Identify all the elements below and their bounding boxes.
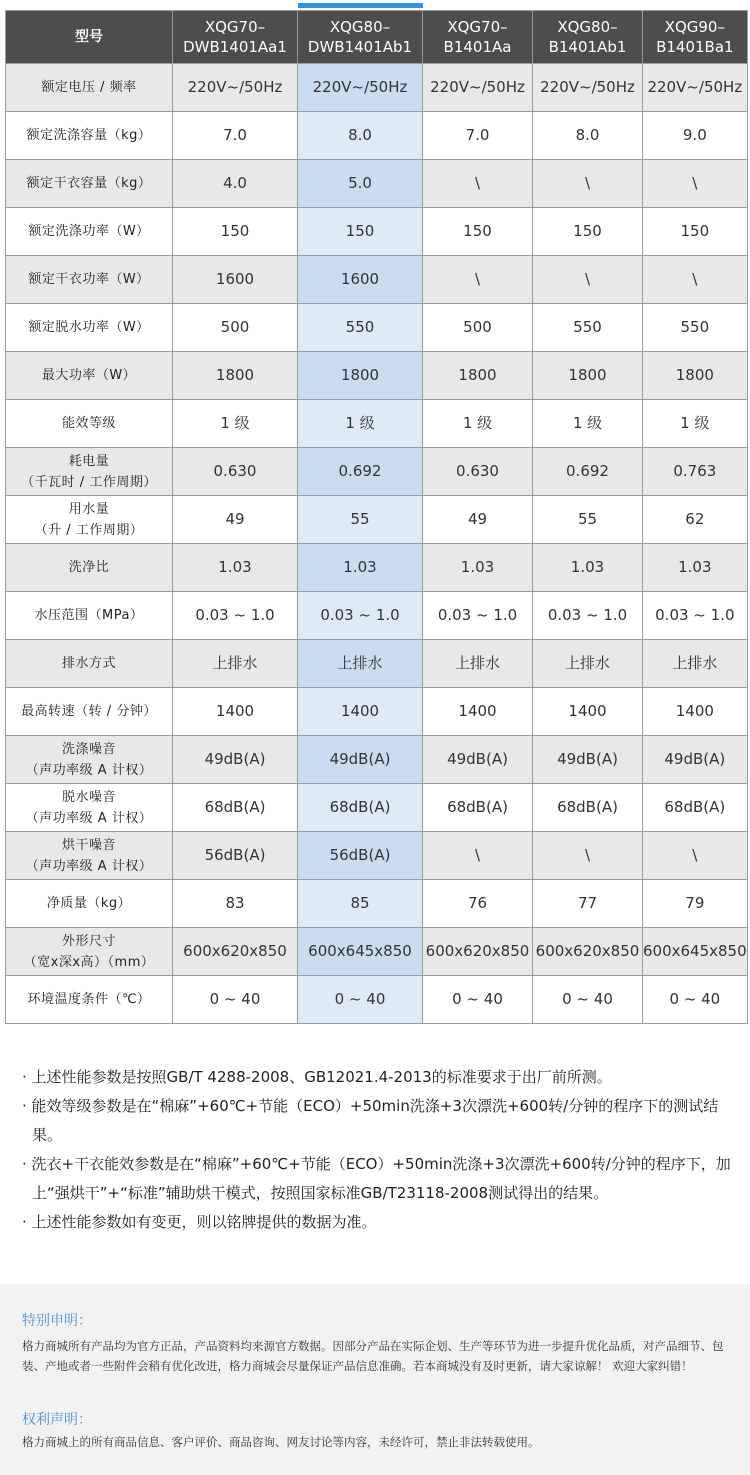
table-cell: 68dB(A) — [533, 784, 643, 832]
table-row — [6, 400, 748, 448]
table-cell: 600x645x850 — [643, 928, 748, 976]
highlight-column-marker — [298, 3, 423, 8]
table-cell: \ — [423, 160, 533, 208]
table-cell: 85 — [298, 880, 423, 928]
table-cell: 49dB(A) — [643, 736, 748, 784]
table-row — [6, 592, 748, 640]
table-row — [6, 304, 748, 352]
table-cell: 1600 — [173, 256, 298, 304]
table-cell: 1.03 — [298, 544, 423, 592]
table-cell: \ — [533, 256, 643, 304]
table-cell: 56dB(A) — [298, 832, 423, 880]
row-label: 净质量（kg） — [6, 880, 173, 928]
table-cell: 49dB(A) — [423, 736, 533, 784]
table-cell: \ — [423, 256, 533, 304]
table-cell: 220V~/50Hz — [173, 64, 298, 112]
table-cell: 1400 — [643, 688, 748, 736]
table-cell: 4.0 — [173, 160, 298, 208]
note-item: · 上述性能参数是按照GB/T 4288-2008、GB12021.4-2013的标准要求于出厂前所测。 — [22, 1068, 612, 1086]
table-header-row — [6, 11, 748, 64]
row-label: 排水方式 — [6, 640, 173, 688]
table-cell: 上排水 — [298, 640, 423, 688]
header-model: XQG80– DWB1401Ab1 — [298, 11, 423, 64]
row-label: 外形尺寸 （宽x深x高）（mm） — [6, 928, 173, 976]
table-cell: 上排水 — [643, 640, 748, 688]
table-cell: 1400 — [173, 688, 298, 736]
table-cell: 1 级 — [643, 400, 748, 448]
table-row — [6, 928, 748, 976]
table-cell: 上排水 — [533, 640, 643, 688]
table-cell: \ — [423, 832, 533, 880]
table-cell: 500 — [423, 304, 533, 352]
table-cell: \ — [643, 256, 748, 304]
table-cell: 1600 — [298, 256, 423, 304]
table-cell: 0 ~ 40 — [643, 976, 748, 1024]
row-label: 水压范围（MPa） — [6, 592, 173, 640]
table-cell: 1800 — [173, 352, 298, 400]
special-statement-text: 格力商城所有产品均为官方正品，产品资料均来源官方数据。因部分产品在实际企划、生产等环节为进一步提升优化品质，对产品细节、包装、产地或者一些附件会稍有优化改进，格力商城会尽量保证产品信息准确。若本商城没有及时更新，请大家谅解！ 欢迎大家纠错！ — [22, 1339, 724, 1373]
table-cell: 220V~/50Hz — [423, 64, 533, 112]
spec-notes — [22, 1063, 734, 1237]
table-cell: 0.692 — [533, 448, 643, 496]
table-cell: 1400 — [298, 688, 423, 736]
table-row — [6, 448, 748, 496]
table-row — [6, 784, 748, 832]
table-cell: 68dB(A) — [173, 784, 298, 832]
table-row — [6, 976, 748, 1024]
table-row — [6, 688, 748, 736]
header-model: XQG70– B1401Aa — [423, 11, 533, 64]
table-cell: 77 — [533, 880, 643, 928]
table-cell: 68dB(A) — [298, 784, 423, 832]
table-cell: 150 — [298, 208, 423, 256]
row-label: 洗涤噪音 （声功率级 A 计权） — [6, 736, 173, 784]
table-cell: 1400 — [533, 688, 643, 736]
table-cell: 0 ~ 40 — [423, 976, 533, 1024]
table-cell: 0.03 ~ 1.0 — [533, 592, 643, 640]
table-cell: 600x645x850 — [298, 928, 423, 976]
table-cell: 1.03 — [533, 544, 643, 592]
table-row — [6, 112, 748, 160]
table-cell: 1 级 — [298, 400, 423, 448]
table-cell: 49 — [423, 496, 533, 544]
table-cell: 150 — [533, 208, 643, 256]
row-label: 耗电量 （千瓦时 / 工作周期） — [6, 448, 173, 496]
row-label: 额定电压 / 频率 — [6, 64, 173, 112]
table-cell: 0.763 — [643, 448, 748, 496]
table-cell: 550 — [298, 304, 423, 352]
table-row — [6, 880, 748, 928]
table-cell: 1800 — [643, 352, 748, 400]
table-cell: 1.03 — [423, 544, 533, 592]
table-cell: 220V~/50Hz — [298, 64, 423, 112]
table-row — [6, 832, 748, 880]
table-cell: 49dB(A) — [533, 736, 643, 784]
table-row — [6, 160, 748, 208]
table-cell: 49dB(A) — [298, 736, 423, 784]
row-label: 额定脱水功率（W） — [6, 304, 173, 352]
table-cell: 83 — [173, 880, 298, 928]
table-cell: 68dB(A) — [643, 784, 748, 832]
table-cell: \ — [533, 832, 643, 880]
table-cell: 220V~/50Hz — [533, 64, 643, 112]
rights-statement-title: 权利声明： — [22, 1412, 92, 1428]
table-cell: 79 — [643, 880, 748, 928]
table-cell: 0.03 ~ 1.0 — [298, 592, 423, 640]
table-row — [6, 256, 748, 304]
table-cell: 上排水 — [173, 640, 298, 688]
note-item: · 上述性能参数如有变更，则以铭牌提供的数据为准。 — [22, 1213, 377, 1231]
table-cell: 550 — [643, 304, 748, 352]
table-cell: 150 — [643, 208, 748, 256]
table-cell: 220V~/50Hz — [643, 64, 748, 112]
table-cell: 0 ~ 40 — [298, 976, 423, 1024]
row-label: 额定干衣容量（kg） — [6, 160, 173, 208]
table-cell: \ — [533, 160, 643, 208]
table-cell: 500 — [173, 304, 298, 352]
table-cell: 1800 — [423, 352, 533, 400]
table-cell: 68dB(A) — [423, 784, 533, 832]
table-row — [6, 352, 748, 400]
table-row — [6, 64, 748, 112]
table-row — [6, 208, 748, 256]
special-statement-title: 特别申明： — [22, 1313, 92, 1329]
row-label: 能效等级 — [6, 400, 173, 448]
table-cell: 0.692 — [298, 448, 423, 496]
table-cell: 8.0 — [533, 112, 643, 160]
table-cell: 1 级 — [423, 400, 533, 448]
table-cell: 0.03 ~ 1.0 — [423, 592, 533, 640]
table-cell: 600x620x850 — [423, 928, 533, 976]
row-label: 最高转速（转 / 分钟） — [6, 688, 173, 736]
table-cell: 55 — [533, 496, 643, 544]
row-label: 额定干衣功率（W） — [6, 256, 173, 304]
table-cell: 8.0 — [298, 112, 423, 160]
table-cell: 9.0 — [643, 112, 748, 160]
row-label: 脱水噪音 （声功率级 A 计权） — [6, 784, 173, 832]
row-label: 最大功率（W） — [6, 352, 173, 400]
table-cell: 0 ~ 40 — [533, 976, 643, 1024]
table-cell: 5.0 — [298, 160, 423, 208]
table-cell: 0.03 ~ 1.0 — [643, 592, 748, 640]
row-label: 用水量 （升 / 工作周期） — [6, 496, 173, 544]
table-cell: 1.03 — [173, 544, 298, 592]
table-cell: 1800 — [533, 352, 643, 400]
table-cell: 上排水 — [423, 640, 533, 688]
header-model: XQG90– B1401Ba1 — [643, 11, 748, 64]
table-row — [6, 640, 748, 688]
row-label: 额定洗涤功率（W） — [6, 208, 173, 256]
table-cell: 550 — [533, 304, 643, 352]
table-cell: 0 ~ 40 — [173, 976, 298, 1024]
table-cell: 76 — [423, 880, 533, 928]
header-model: XQG70– DWB1401Aa1 — [173, 11, 298, 64]
table-row — [6, 496, 748, 544]
table-cell: 0.630 — [423, 448, 533, 496]
row-label: 烘干噪音 （声功率级 A 计权） — [6, 832, 173, 880]
table-cell: 150 — [173, 208, 298, 256]
table-cell: 1.03 — [643, 544, 748, 592]
table-cell: 62 — [643, 496, 748, 544]
row-label: 环境温度条件（℃） — [6, 976, 173, 1024]
table-cell: 600x620x850 — [173, 928, 298, 976]
table-cell: 49 — [173, 496, 298, 544]
table-row — [6, 544, 748, 592]
rights-statement-text: 格力商城上的所有商品信息、客户评价、商品咨询、网友讨论等内容，未经许可，禁止非法转载使用。 — [22, 1435, 540, 1449]
table-cell: 7.0 — [173, 112, 298, 160]
table-cell: 55 — [298, 496, 423, 544]
note-item: · 洗衣+干衣能效参数是在“棉麻”+60℃+节能（ECO）+50min洗涤+3次漂洗+600转/分钟的程序下，加上“强烘干”+“标准”辅助烘干模式，按照国家标准GB/T23118-2008测试得出的结果。 — [22, 1155, 731, 1202]
table-cell: \ — [643, 832, 748, 880]
table-cell: 7.0 — [423, 112, 533, 160]
spec-table — [5, 10, 748, 1024]
table-cell: \ — [643, 160, 748, 208]
table-cell: 1 级 — [533, 400, 643, 448]
header-model-label: 型号 — [6, 11, 173, 64]
table-cell: 0.630 — [173, 448, 298, 496]
table-cell: 150 — [423, 208, 533, 256]
table-cell: 0.03 ~ 1.0 — [173, 592, 298, 640]
table-cell: 56dB(A) — [173, 832, 298, 880]
table-cell: 1400 — [423, 688, 533, 736]
table-row — [6, 736, 748, 784]
table-cell: 1800 — [298, 352, 423, 400]
header-model: XQG80– B1401Ab1 — [533, 11, 643, 64]
table-cell: 600x620x850 — [533, 928, 643, 976]
row-label: 洗净比 — [6, 544, 173, 592]
table-cell: 49dB(A) — [173, 736, 298, 784]
table-cell: 1 级 — [173, 400, 298, 448]
note-item: · 能效等级参数是在“棉麻”+60℃+节能（ECO）+50min洗涤+3次漂洗+600转/分钟的程序下的测试结果。 — [22, 1097, 719, 1144]
row-label: 额定洗涤容量（kg） — [6, 112, 173, 160]
